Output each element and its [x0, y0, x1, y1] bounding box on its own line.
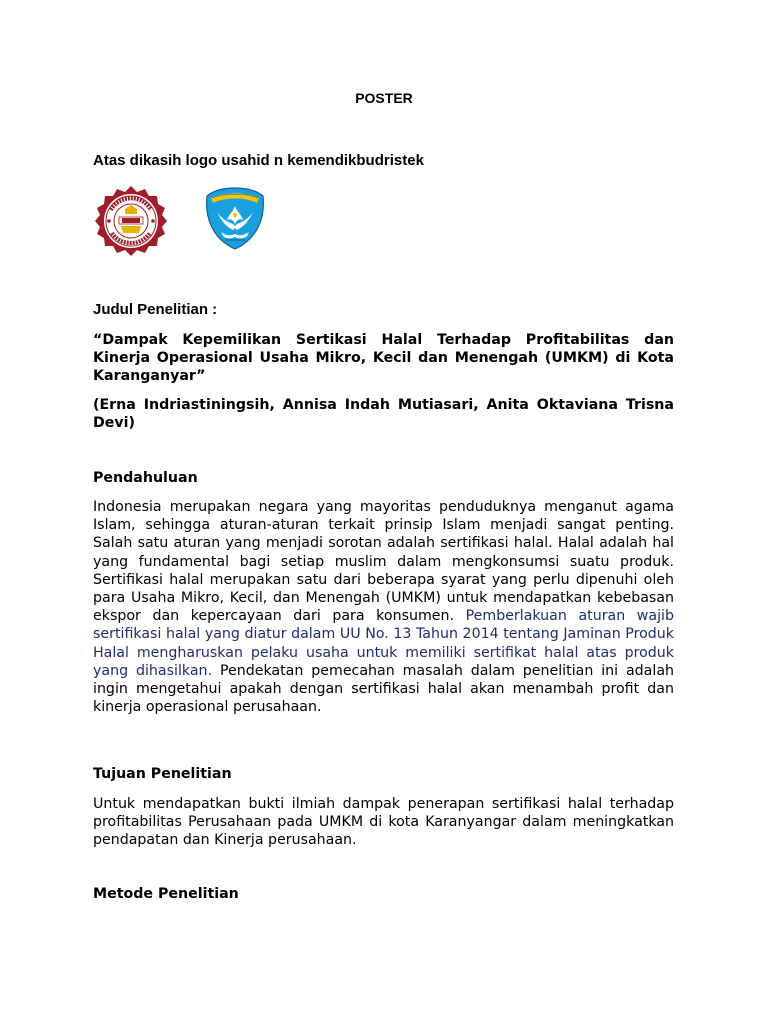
- authors: (Erna Indriastiningsih, Annisa Indah Mutiasari, Anita Oktaviana Trisna Devi): [93, 397, 674, 432]
- usahid-logo: [93, 186, 169, 256]
- research-title: “Dampak Kepemilikan Sertikasi Halal Terhadap Profitabilitas dan Kinerja Operasional Usaha Mikro, Kecil dan Menengah (UMKM) di Kota Karanganyar”: [93, 332, 674, 385]
- pendahuluan-heading: Pendahuluan: [93, 470, 198, 486]
- kemendikbud-logo: [203, 186, 267, 252]
- logo-note: Atas dikasih logo usahid n kemendikbudristek: [93, 152, 424, 169]
- judul-label: Judul Penelitian :: [93, 301, 218, 318]
- metode-heading: Metode Penelitian: [93, 886, 239, 902]
- pendahuluan-regulation-text: Pemberlakuan aturan wajib sertifikasi halal yang diatur dalam UU No. 13 Tahun 2014 tentang Jaminan Produk Halal mengharuskan pelaku usaha untuk memiliki sertifikat halal atas produk yang dihasilkan.: [93, 608, 674, 679]
- pendahuluan-text-1: Indonesia merupakan negara yang mayoritas penduduknya menganut agama Islam, sehingga aturan-aturan terkait prinsip Islam menjadi sangat penting. Salah satu aturan yang menjadi sorotan adalah sertifikasi halal. Halal adalah hal yang fundamental bagi setiap muslim dalam mengkonsumsi suatu produk. Sertifikasi halal merupakan satu dari beberapa syarat yang perlu dipenuhi oleh para Usaha Mikro, Kecil, dan Menengah (UMKM) untuk mendapatkan kebebasan ekspor dan kepercayaan dari para konsumen.: [93, 499, 674, 625]
- pendahuluan-text-2: Pendekatan pemecahan masalah dalam penelitian ini adalah ingin mengetahui apakah dengan sertifikasi halal akan menambah profit dan kinerja operasional perusahaan.: [93, 662, 675, 716]
- page-title: POSTER: [355, 90, 413, 106]
- pendahuluan-paragraph: [93, 498, 674, 716]
- tujuan-paragraph: Untuk mendapatkan bukti ilmiah dampak penerapan sertifikasi halal terhadap profitabilitas Perusahaan pada UMKM di kota Karanyangar dalam meningkatkan pendapatan dan Kinerja perusahaan.: [93, 796, 674, 849]
- tujuan-heading: Tujuan Penelitian: [93, 766, 232, 782]
